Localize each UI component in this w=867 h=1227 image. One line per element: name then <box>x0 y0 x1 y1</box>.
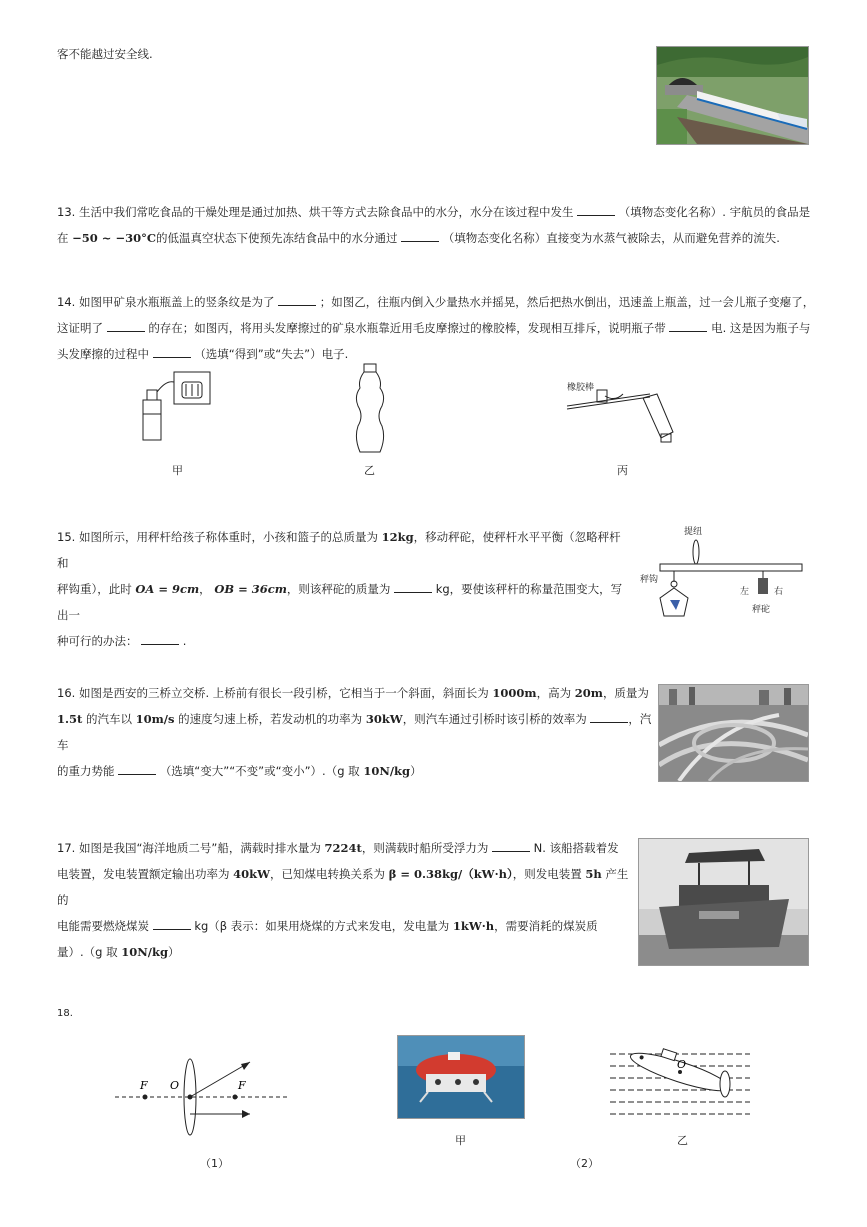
ship-photo <box>638 838 809 966</box>
lens-F-left-label: F <box>140 1079 148 1092</box>
q13-text-2c: （填物态变化名称）直接变为水蒸气被除去，从而避免营养的流失. <box>442 231 780 245</box>
q16-power: 30kW <box>365 712 403 726</box>
q13-line1 <box>57 199 817 225</box>
q14-blank-2[interactable] <box>107 321 145 332</box>
q14-line3 <box>57 341 827 367</box>
q17-text-2c: ，则发电装置 <box>512 867 582 881</box>
q15-text-2a: 秤钩重），此时 <box>57 582 132 596</box>
rubber-rod-figure <box>565 376 680 446</box>
submersible-photo <box>397 1035 525 1119</box>
question-13 <box>57 199 817 251</box>
q17-text-2a: 电装置，发电装置额定输出功率为 <box>57 867 230 881</box>
q15-oa: OA = 9cm <box>135 582 200 596</box>
q17-text-2d: 产生的 <box>57 867 629 907</box>
q14-text-2a: 这证明了 <box>57 321 103 335</box>
q16-velocity: 10m/s <box>135 712 175 726</box>
q17-text-1c: N. 该船搭载着发 <box>533 841 619 855</box>
rubber-rod-label: 橡胶棒 <box>567 383 595 393</box>
q16-text-1a: 16. 如图是西安的三桥立交桥. 上桥前有很长一段引桥，它相当于一个斜面，斜面长为 <box>57 686 489 700</box>
q17-text-3a: 电能需要燃烧煤炭 <box>57 919 149 933</box>
q12-tail-text: 客不能越过安全线. <box>57 47 153 61</box>
q17-text-1b: ，则满载时船所受浮力为 <box>361 841 489 855</box>
q16-text-3a: 的重力势能 <box>57 764 115 778</box>
lens-O-label: O <box>170 1079 180 1092</box>
q15-text-2c: kg，要使该秤杆的称量范围变大，写出一 <box>57 582 623 622</box>
chenggou-label: 秤钩 <box>640 575 659 585</box>
q14-blank-1[interactable] <box>278 295 316 306</box>
q16-blank-2[interactable] <box>118 764 156 775</box>
q16-line2 <box>57 706 657 758</box>
chengtuo-label: 秤砣 <box>752 605 771 615</box>
question-17 <box>57 835 637 965</box>
q17-text-4b: ） <box>168 945 180 959</box>
q18-number: 18. <box>57 1008 73 1019</box>
q16-text-3c: ） <box>410 764 422 778</box>
q17-line4 <box>57 939 637 965</box>
question-14 <box>57 289 827 367</box>
q13-text-2a: 在 <box>57 231 69 245</box>
q16-length: 1000m <box>492 686 537 700</box>
q17-line1 <box>57 835 637 861</box>
interchange-photo <box>658 684 809 782</box>
q17-kwh: 1kW·h <box>452 919 495 933</box>
q16-text-2c: ，则汽车通过引桥时该引桥的效率为 <box>402 712 587 726</box>
q16-text-1b: ，高为 <box>536 686 572 700</box>
q16-g: 10N/kg <box>363 764 411 778</box>
question-15 <box>57 524 632 654</box>
q17-text-1a: 17. 如图是我国“海洋地质二号”船，满载时排水量为 <box>57 841 321 855</box>
q17-text-4a: 量）.（g 取 <box>57 945 118 959</box>
q18-caption-2: （2） <box>570 1157 599 1170</box>
lens-ray-diagram <box>110 1040 295 1140</box>
q16-text-2b: 的速度匀速上桥，若发动机的功率为 <box>178 712 363 726</box>
q17-power: 40kW <box>233 867 271 881</box>
q14-text-2c: 电. 这是因为瓶子与 <box>711 321 811 335</box>
q17-g: 10N/kg <box>121 945 169 959</box>
q16-height: 20m <box>574 686 603 700</box>
q15-text-2b: ，则该秤砣的质量为 <box>286 582 391 596</box>
crushed-bottle-figure <box>350 362 390 456</box>
q18-caption-yi: 乙 <box>677 1134 688 1147</box>
q15-mass: 12kg <box>381 530 414 544</box>
q15-text-3: 种可行的办法： <box>57 634 138 648</box>
q16-text-2d: ，汽车 <box>57 712 652 752</box>
q14-text-3b: （选填“得到”或“失去”）电子. <box>194 347 349 361</box>
q18-caption-jia: 甲 <box>455 1134 466 1147</box>
tiniu-label: 提纽 <box>684 527 703 537</box>
q14-text-2b: 的存在；如图丙，将用头发摩擦过的矿泉水瓶靠近用毛皮摩擦过的橡胶棒，发现相互排斥，说明瓶子带 <box>148 321 666 335</box>
q14-text-1b: ；如图乙，往瓶内倒入少量热水并摇晃，然后把热水倒出，迅速盖上瓶盖，过一会儿瓶子变瘪了， <box>319 295 815 309</box>
q15-blank-1[interactable] <box>394 582 432 593</box>
q17-line3 <box>57 913 637 939</box>
q15-ob: OB = 36cm <box>214 582 287 596</box>
q13-text-1a: 13. 生活中我们常吃食品的干燥处理是通过加热、烘干等方式去除食品中的水分，水分在该过程中发生 <box>57 205 574 219</box>
q13-text-2b: 的低温真空状态下使预先冻结食品中的水分通过 <box>155 231 398 245</box>
q14-line2 <box>57 315 827 341</box>
lens-F-right-label: F <box>238 1079 246 1092</box>
steelyard-figure <box>636 522 806 622</box>
fig-caption-bing: 丙 <box>617 464 628 477</box>
submarine-O-label: O <box>677 1058 687 1071</box>
q17-beta: β = 0.38kg/（kW·h） <box>388 867 513 881</box>
q18-caption-1: （1） <box>200 1157 229 1170</box>
q14-text-1a: 14. 如图甲矿泉水瓶瓶盖上的竖条纹是为了 <box>57 295 275 309</box>
q16-line3 <box>57 758 657 784</box>
you-label: 右 <box>774 587 784 597</box>
q16-blank-1[interactable] <box>590 712 628 723</box>
q17-line2 <box>57 861 637 913</box>
q14-line1 <box>57 289 827 315</box>
q13-temp: −50 ~ −30°C <box>72 231 156 245</box>
q15-blank-2[interactable] <box>141 634 179 645</box>
q17-text-2b: ，已知煤电转换关系为 <box>270 867 386 881</box>
submarine-diagram <box>605 1036 750 1121</box>
q14-blank-3[interactable] <box>669 321 707 332</box>
q13-text-1b: （填物态变化名称）. 宇航员的食品是 <box>618 205 811 219</box>
q15-text-1b: ，移动秤砣，使秤杆水平平衡（忽略秤杆和 <box>57 530 621 570</box>
q17-text-3c: ，需要消耗的煤炭质 <box>494 919 598 933</box>
q15-line2: 秤钩重），此时 OA = 9cm， OB = 36cm，则该秤砣的质量为 kg，要使该秤杆的称量范围变大，写出一 <box>57 582 623 622</box>
q17-blank-2[interactable] <box>153 919 191 930</box>
q13-line2 <box>57 225 817 251</box>
q17-displacement: 7224t <box>324 841 362 855</box>
fig-caption-jia: 甲 <box>172 464 183 477</box>
q17-time: 5h <box>585 867 602 881</box>
q15-line3: 种可行的办法： . <box>57 634 187 648</box>
q16-text-1c: ，质量为 <box>602 686 649 700</box>
q15-line1 <box>57 524 632 576</box>
q16-line1 <box>57 680 657 706</box>
train-tunnel-photo <box>656 46 809 145</box>
q14-text-3a: 头发摩擦的过程中 <box>57 347 149 361</box>
q17-blank-1[interactable] <box>492 841 530 852</box>
q16-text-3b: （选填“变大”“不变”或“变小”）.（g 取 <box>159 764 360 778</box>
q14-blank-4[interactable] <box>153 347 191 358</box>
q15-text-1a: 15. 如图所示，用秤杆给孩子称体重时，小孩和篮子的总质量为 <box>57 530 378 544</box>
q13-blank-2[interactable] <box>401 231 439 242</box>
zuo-label: 左 <box>740 587 750 597</box>
q17-text-3b: kg（β 表示：如果用烧煤的方式来发电，发电量为 <box>194 919 450 933</box>
q16-text-2a: 的汽车以 <box>85 712 132 726</box>
question-16 <box>57 680 657 784</box>
bottle-cap-figure <box>138 370 218 445</box>
q16-mass: 1.5t <box>57 712 83 726</box>
fig-caption-yi: 乙 <box>364 464 375 477</box>
q13-blank-1[interactable] <box>577 205 615 216</box>
